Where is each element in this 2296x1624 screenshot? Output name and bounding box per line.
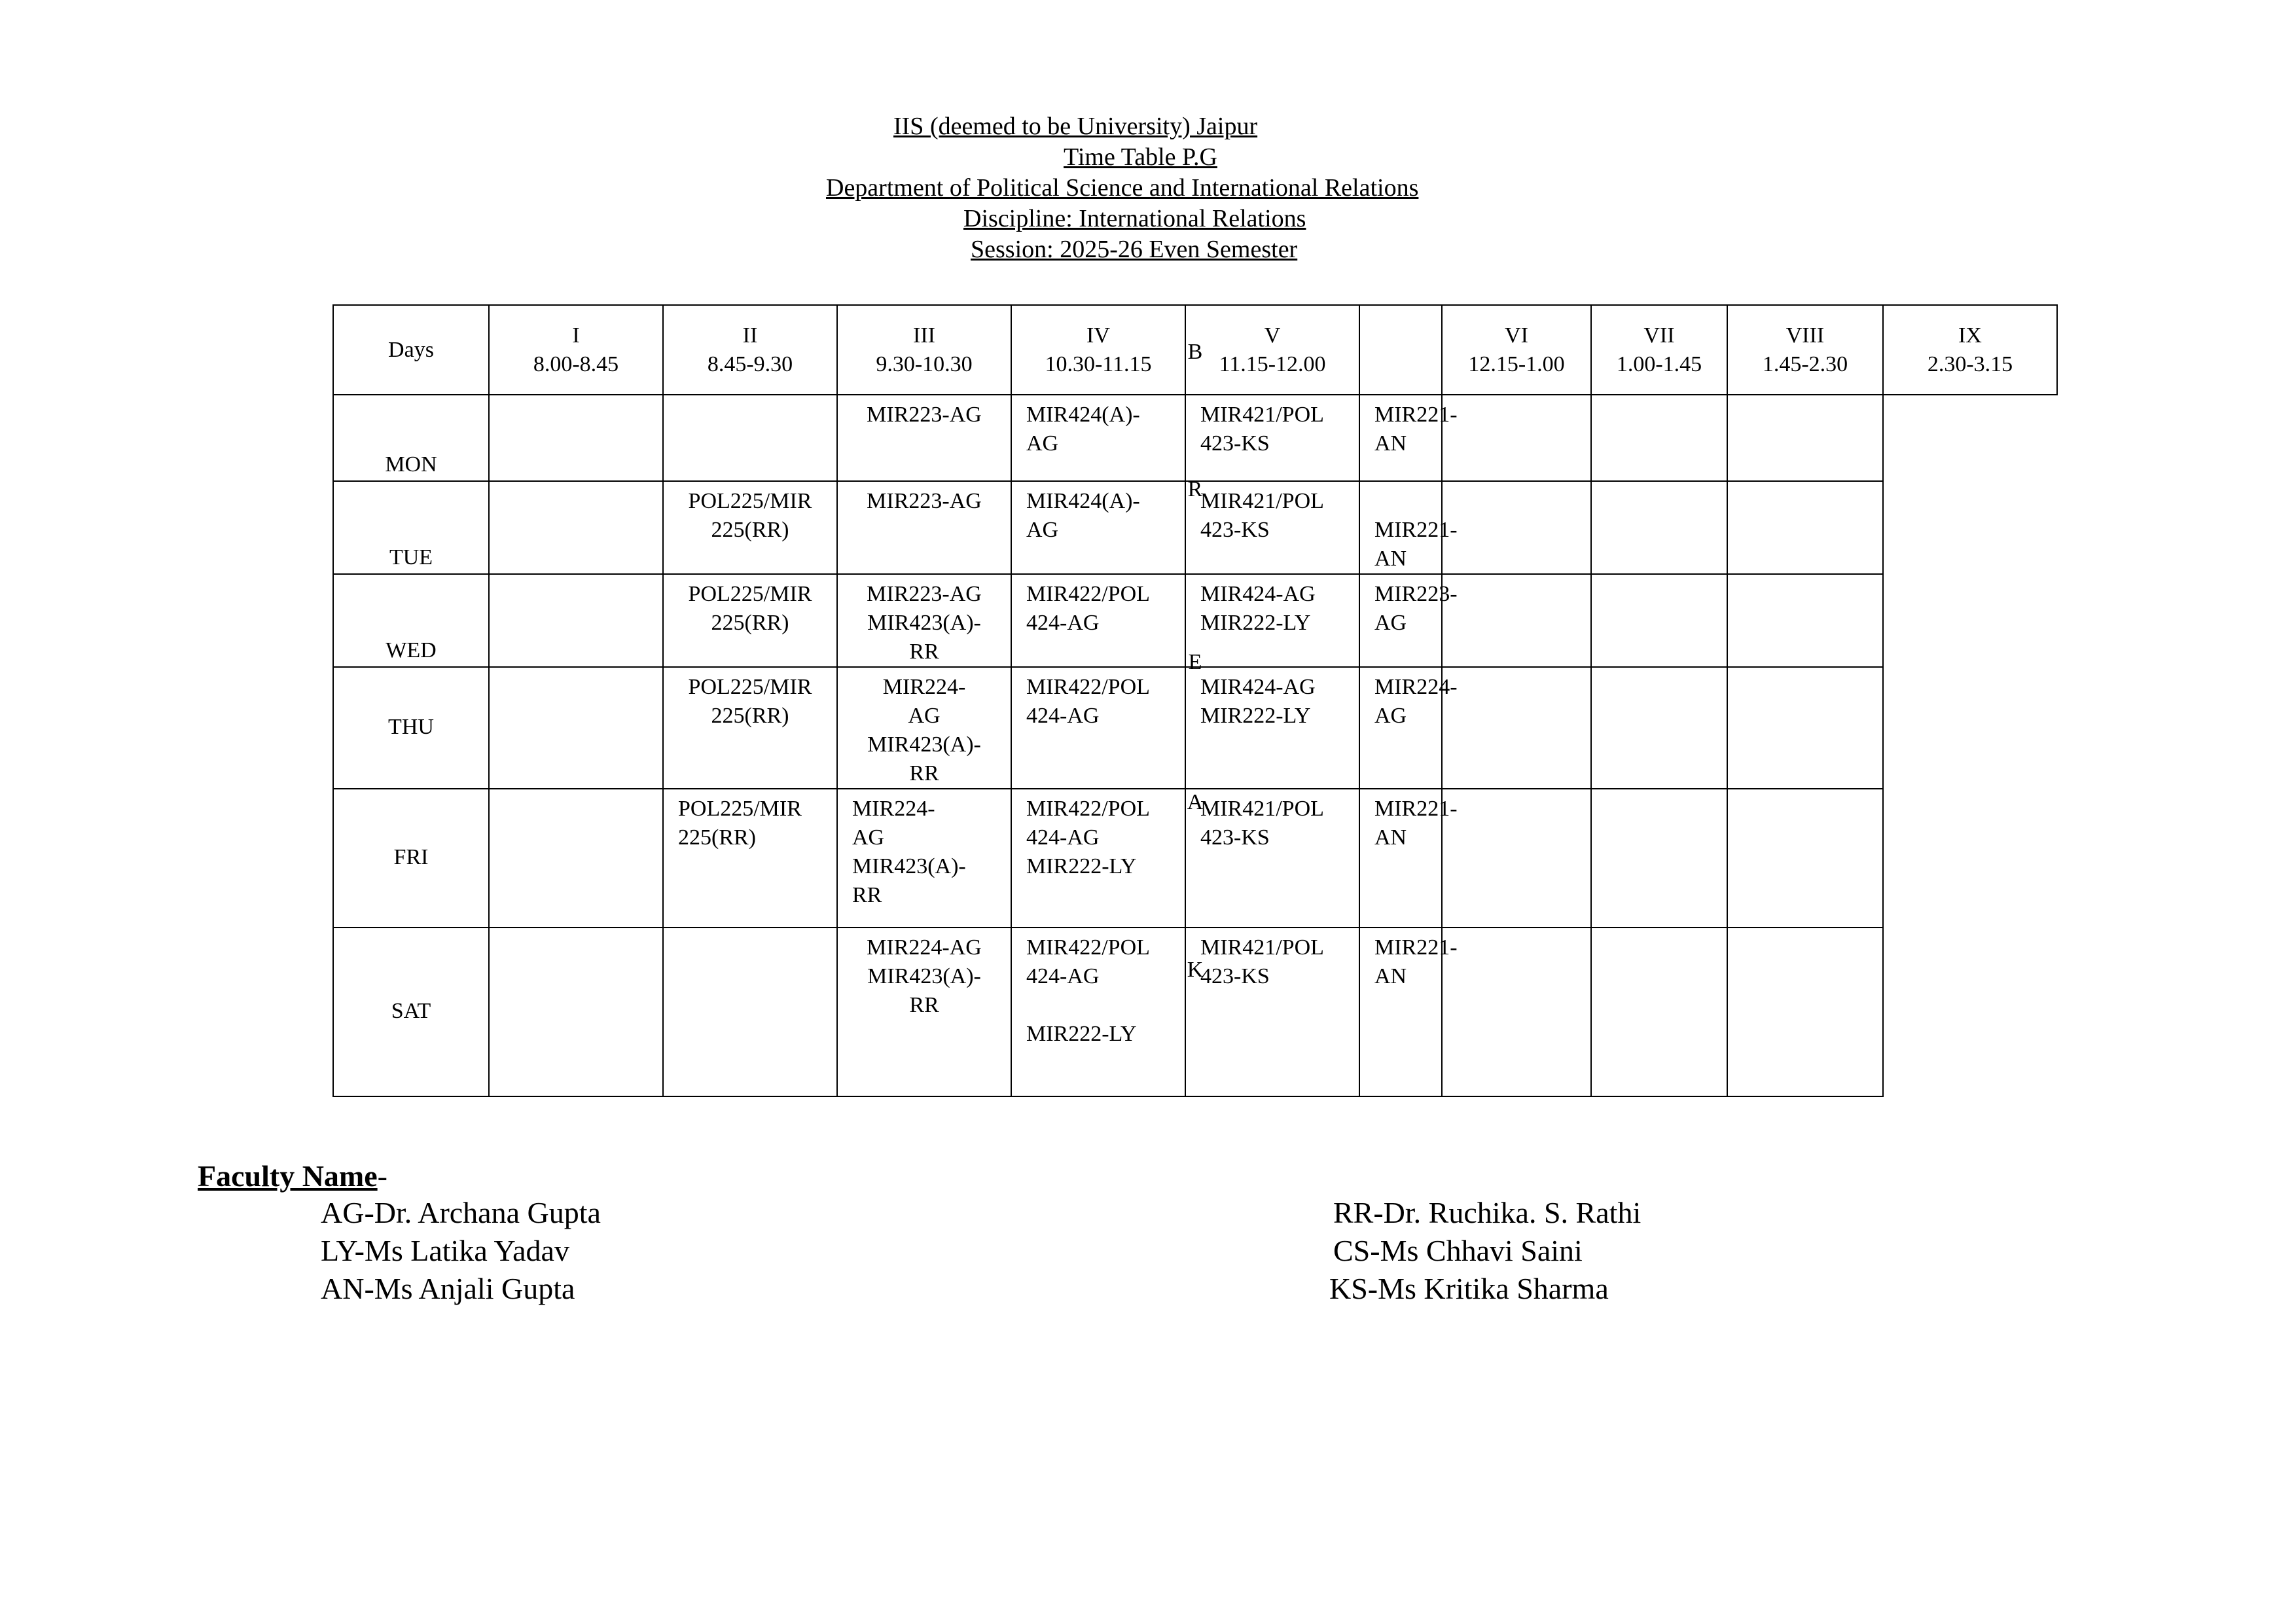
day-label: WED bbox=[333, 574, 489, 667]
course-code: MIR224-AG bbox=[867, 935, 982, 960]
period-header-row bbox=[333, 305, 2057, 395]
course-code: 423-KS bbox=[1200, 518, 1270, 542]
class-cell bbox=[1591, 395, 1727, 481]
day-row bbox=[333, 667, 2057, 789]
course-code: POL225/MIR bbox=[688, 489, 812, 513]
course-code: MIR223-AG bbox=[867, 403, 982, 427]
day-label: MON bbox=[333, 395, 489, 481]
period-header: IV 10.30-11.15 bbox=[1011, 305, 1185, 395]
course-code: RR bbox=[852, 883, 882, 907]
course-code: MIR422/POL bbox=[1026, 675, 1150, 699]
break-letter: A bbox=[1187, 790, 1204, 814]
course-code: MIR223- bbox=[1374, 582, 1458, 606]
course-code: RR bbox=[909, 993, 939, 1017]
course-code: MIR424-AG bbox=[1200, 675, 1316, 699]
course-code: 424-AG bbox=[1026, 704, 1100, 728]
course-code: 423-KS bbox=[1200, 825, 1270, 850]
course-code: MIR421/POL bbox=[1200, 489, 1324, 513]
timetable-title: Time Table P.G bbox=[1064, 143, 1217, 171]
break-letter: K bbox=[1187, 958, 1204, 982]
course-code: MIR223-AG bbox=[867, 489, 982, 513]
course-code: AG bbox=[1026, 518, 1059, 542]
course-code: MIR423(A)- bbox=[867, 611, 981, 635]
course-code: MIR223-AG bbox=[867, 582, 982, 606]
course-code: AG bbox=[1374, 704, 1407, 728]
break-letter: R bbox=[1187, 477, 1203, 501]
course-code: RR bbox=[909, 761, 939, 785]
course-code: 225(RR) bbox=[711, 611, 789, 635]
period-header: V 11.15-12.00 bbox=[1185, 305, 1359, 395]
period-header: II 8.45-9.30 bbox=[663, 305, 837, 395]
course-code: AG bbox=[852, 825, 885, 850]
course-code: AG bbox=[908, 704, 941, 728]
course-code: MIR221- bbox=[1374, 518, 1458, 542]
course-code: MIR222-LY bbox=[1026, 1022, 1137, 1046]
class-cell bbox=[1185, 667, 1359, 789]
class-cell bbox=[663, 667, 837, 789]
class-cell bbox=[1727, 667, 1883, 789]
day-label: FRI bbox=[333, 789, 489, 928]
course-code: AN bbox=[1374, 825, 1407, 850]
class-cell bbox=[1442, 928, 1591, 1096]
course-code bbox=[1026, 991, 1178, 1020]
class-cell bbox=[1727, 395, 1883, 481]
course-code: 225(RR) bbox=[711, 704, 789, 728]
faculty-entry: LY-Ms Latika Yadav bbox=[321, 1234, 569, 1267]
class-cell bbox=[1011, 395, 1185, 481]
class-cell bbox=[663, 928, 837, 1096]
course-code: 225(RR) bbox=[678, 825, 756, 850]
class-cell bbox=[1359, 395, 1458, 481]
course-code: MIR224- bbox=[882, 675, 966, 699]
class-cell bbox=[489, 667, 663, 789]
class-cell bbox=[1011, 667, 1185, 789]
university-name: IIS (deemed to be University) Jaipur bbox=[893, 113, 1258, 140]
class-cell bbox=[1727, 928, 1883, 1096]
period-header: IX 2.30-3.15 bbox=[1883, 305, 2057, 395]
period-header: I 8.00-8.45 bbox=[489, 305, 663, 395]
course-code: AG bbox=[1026, 431, 1059, 456]
class-cell bbox=[489, 928, 663, 1096]
period-header: III 9.30-10.30 bbox=[837, 305, 1011, 395]
class-cell bbox=[1359, 928, 1458, 1096]
course-code: MIR221- bbox=[1374, 403, 1458, 427]
course-code: AN bbox=[1374, 431, 1407, 456]
break-letter: E bbox=[1188, 650, 1202, 674]
course-code: MIR423(A)- bbox=[867, 964, 981, 988]
course-code: 424-AG bbox=[1026, 611, 1100, 635]
course-code: MIR422/POL bbox=[1026, 935, 1150, 960]
course-code: POL225/MIR bbox=[688, 675, 812, 699]
class-cell bbox=[1185, 928, 1359, 1096]
class-cell bbox=[1591, 667, 1727, 789]
course-code: 225(RR) bbox=[711, 518, 789, 542]
class-cell bbox=[1442, 667, 1591, 789]
class-cell bbox=[1442, 395, 1591, 481]
course-code: MIR424-AG bbox=[1200, 582, 1316, 606]
class-cell bbox=[1011, 928, 1185, 1096]
course-code: AG bbox=[1374, 611, 1407, 635]
course-code: MIR422/POL bbox=[1026, 797, 1150, 821]
course-code: AN bbox=[1374, 964, 1407, 988]
course-code: MIR423(A)- bbox=[852, 854, 966, 878]
faculty-entry: AN-Ms Anjali Gupta bbox=[321, 1272, 575, 1305]
period-header: VIII 1.45-2.30 bbox=[1727, 305, 1883, 395]
course-code: MIR423(A)- bbox=[867, 732, 981, 757]
course-code: MIR421/POL bbox=[1200, 797, 1324, 821]
faculty-section-title: Faculty Name- bbox=[198, 1159, 387, 1193]
course-code: MIR421/POL bbox=[1200, 935, 1324, 960]
course-code: MIR221- bbox=[1374, 797, 1458, 821]
faculty-entry: AG-Dr. Archana Gupta bbox=[321, 1196, 601, 1229]
course-code: MIR224- bbox=[852, 797, 935, 821]
course-code: MIR421/POL bbox=[1200, 403, 1324, 427]
class-cell bbox=[489, 395, 663, 481]
course-code: MIR222-LY bbox=[1200, 611, 1311, 635]
course-code: POL225/MIR bbox=[678, 797, 802, 821]
class-cell bbox=[837, 667, 1011, 789]
course-code: AN bbox=[1374, 547, 1407, 571]
department-name: Department of Political Science and International Relations bbox=[826, 174, 1419, 202]
faculty-entry: CS-Ms Chhavi Saini bbox=[1333, 1234, 1583, 1267]
course-code: MIR222-LY bbox=[1026, 854, 1137, 878]
day-label: SAT bbox=[333, 928, 489, 1096]
timetable-grid bbox=[332, 304, 2058, 1097]
period-header: VII 1.00-1.45 bbox=[1591, 305, 1727, 395]
faculty-entry: RR-Dr. Ruchika. S. Rathi bbox=[1333, 1196, 1641, 1229]
day-label: TUE bbox=[333, 481, 489, 574]
class-cell bbox=[837, 395, 1011, 481]
course-code: MIR224- bbox=[1374, 675, 1458, 699]
day-label: THU bbox=[333, 667, 489, 789]
course-code: 424-AG bbox=[1026, 964, 1100, 988]
period-header: VI 12.15-1.00 bbox=[1442, 305, 1591, 395]
course-code: MIR222-LY bbox=[1200, 704, 1311, 728]
day-row bbox=[333, 395, 2057, 481]
course-code: MIR422/POL bbox=[1026, 582, 1150, 606]
course-code: 423-KS bbox=[1200, 964, 1270, 988]
class-cell bbox=[1359, 667, 1458, 789]
course-code: MIR221- bbox=[1374, 935, 1458, 960]
course-code: POL225/MIR bbox=[688, 582, 812, 606]
class-cell bbox=[663, 395, 837, 481]
course-code: RR bbox=[909, 640, 939, 664]
class-cell bbox=[1591, 928, 1727, 1096]
session-line: Session: 2025-26 Even Semester bbox=[971, 236, 1298, 263]
discipline-line: Discipline: International Relations bbox=[963, 205, 1306, 232]
course-code: MIR424(A)- bbox=[1026, 489, 1140, 513]
day-row bbox=[333, 928, 2057, 1096]
days-header: Days bbox=[333, 305, 489, 395]
course-code: 424-AG bbox=[1026, 825, 1100, 850]
faculty-entry: KS-Ms Kritika Sharma bbox=[1329, 1272, 1609, 1305]
course-code: 423-KS bbox=[1200, 431, 1270, 456]
class-cell bbox=[837, 928, 1011, 1096]
class-cell bbox=[1185, 395, 1359, 481]
break-letter: B bbox=[1187, 340, 1203, 364]
course-code: MIR424(A)- bbox=[1026, 403, 1140, 427]
